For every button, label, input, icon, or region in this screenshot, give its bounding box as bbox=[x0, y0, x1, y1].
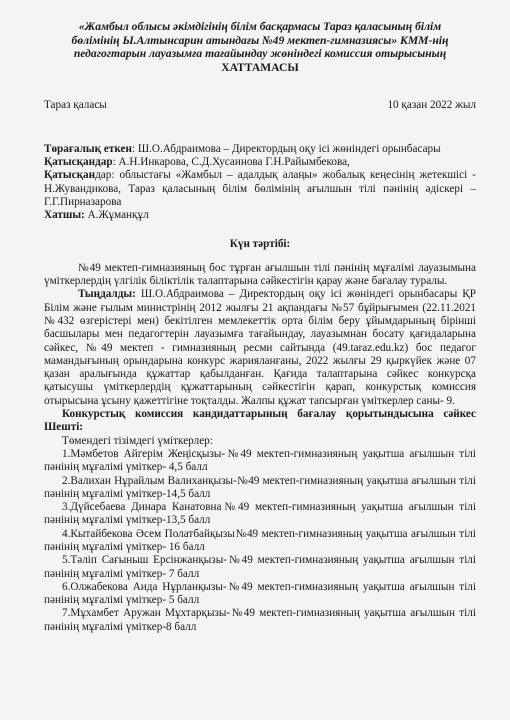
chair-text: : Ш.О.Абдраимова – Директордың оқу ісі жөніндегі орынбасары bbox=[131, 142, 441, 155]
decision-intro: Төмендегі тізімдегі үміткерлер: bbox=[62, 434, 213, 447]
secretary-label: Хатшы: bbox=[44, 209, 85, 222]
secretary-text: А.Жұманқұл bbox=[84, 209, 149, 222]
list-item: 7.Мұхамбет Аружан Мұхтарқызы-№49 мектеп-гимназияның уақытша ағылшын тілі пәнінің мұғалімі үміткер-8 балл bbox=[44, 607, 476, 633]
present-line bbox=[44, 156, 476, 169]
listened-paragraph bbox=[44, 288, 476, 408]
list-item: 4.Кытайбекова Әсем Полатбайқызы№49 мектеп-гимназияның уақытша ағылшын тілі пәнінің мұғалімі үміткер- 16 балл bbox=[44, 527, 476, 553]
candidate-list bbox=[44, 448, 476, 634]
list-item: 1.Мәмбетов Айгерім Жеңісқызы-№49 мектеп-гимназияның уақытша ағылшын тілі пәнінің мұғалімі үміткер- 4,5 балл bbox=[44, 447, 476, 474]
secretary-line bbox=[44, 209, 476, 222]
title-line-2: бөлімінің Ы.Алтынсарин атындағы №49 мектеп-гимназиясы» КММ-нің bbox=[71, 33, 449, 47]
list-item: 3.Дүйсебаева Динара Канатовна№49 мектеп-гимназияның уақытша ағылшын тілі пәнінің мұғалімі үміткер-13,5 балл bbox=[44, 501, 476, 527]
present-text: : А.Н.Инкарова, С.Д.Хусаинова Г.Н.Райымбекова, bbox=[112, 155, 350, 168]
listened-text: Ш.О.Абдраимова – Директордың оқу ісі жөніндегі орынбасары ҚР Білім және ғылым министрінің 2012 жылғы 21 ақпандағы №57 бұйрығымен (22.11.2021 №432 өзгерістері мен) бекітілген мемлекеттік орта білім беру ұйымдарының бірінші басшылары мен педагогтерін лауазымға тағайындау, лауазымнан босату қағидаларына сәйкес, №49 мектеп - гимназияның ресми сайтында (49.taraz.edu.kz) бос педагог мамандығының орындарына конкурс жарияланғаны, 2022 жылғы 29 қыркүйек және 07 қазан аралығында құжаттар қабылданған. Қағида талаптарына сәйкес конкурсқа қатысушы үміткерлердің құжаттарының сәйкестігін қарап, конкурстық комиссия отырысына ұсыну қажеттігіне тоқталды. Жалпы құжат тапсырған үміткерлер саны- 9. bbox=[44, 288, 476, 407]
invited-label: Қатысқан bbox=[44, 169, 96, 182]
document-meta bbox=[44, 99, 476, 112]
agenda-heading: Күн тәртібі: bbox=[229, 238, 291, 251]
decision-heading: Конкурстық комиссия кандидаттарының бағалау қорытындысына сәйкес Шешті: bbox=[44, 408, 476, 434]
title-line-3: педагогтарын лауазымға тағайындау жөніндегі комиссия отырысының bbox=[73, 47, 447, 61]
present-label: Қатысқандар bbox=[44, 155, 113, 168]
chair-label: Төрағалық еткен bbox=[44, 142, 132, 155]
invited-text: дар: облыстағы «Жамбыл – адалдық алаңы» жобалық кеңесінің жетекшісі - Н.Жувандикова, Тараз қаласының білім бөлімінің ағылшын тілі пәнінің әдіскері – Г.Г.Пирназарова bbox=[44, 169, 476, 208]
list-item: 5.Тәліп Сағыныш Ерсінжанқызы-№49 мектеп-гимназияның уақытша ағылшын тілі пәнінің мұғалімі үміткер- 7 балл bbox=[44, 554, 476, 580]
listened-label: Тыңдалды: bbox=[78, 288, 136, 301]
document-title bbox=[44, 20, 476, 74]
agenda-text: №49 мектеп-гимназияның бос тұрған ағылшын тілі пәнінің мұғалімі лауазымына үміткерлердің үлгілік біліктілік талаптарына сәйкестігін қарау және бағалау туралы. bbox=[44, 261, 476, 288]
list-item: 6.Олжабекова Аида Нұрланқызы-№49 мектеп-гимназияның уақытша ағылшын тілі пәнінің мұғалімі үміткер- 5 балл bbox=[44, 580, 476, 607]
date: 10 қазан 2022 жыл bbox=[387, 99, 476, 112]
city: Тараз қаласы bbox=[44, 99, 107, 112]
title-line-1: «Жамбыл облысы әкімдігінің білім басқармасы Тараз қаласының білім bbox=[78, 20, 442, 33]
title-line-4: ХАТТАМАСЫ bbox=[221, 60, 299, 74]
chair-line bbox=[44, 143, 476, 156]
invited-line bbox=[44, 169, 476, 209]
list-item: 2.Валихан Нұрайлым Валиханқызы-№49 мектеп-гимназияның уақытша ағылшын тілі пәнінің мұғалімі үміткер-14,5 балл bbox=[44, 474, 476, 500]
